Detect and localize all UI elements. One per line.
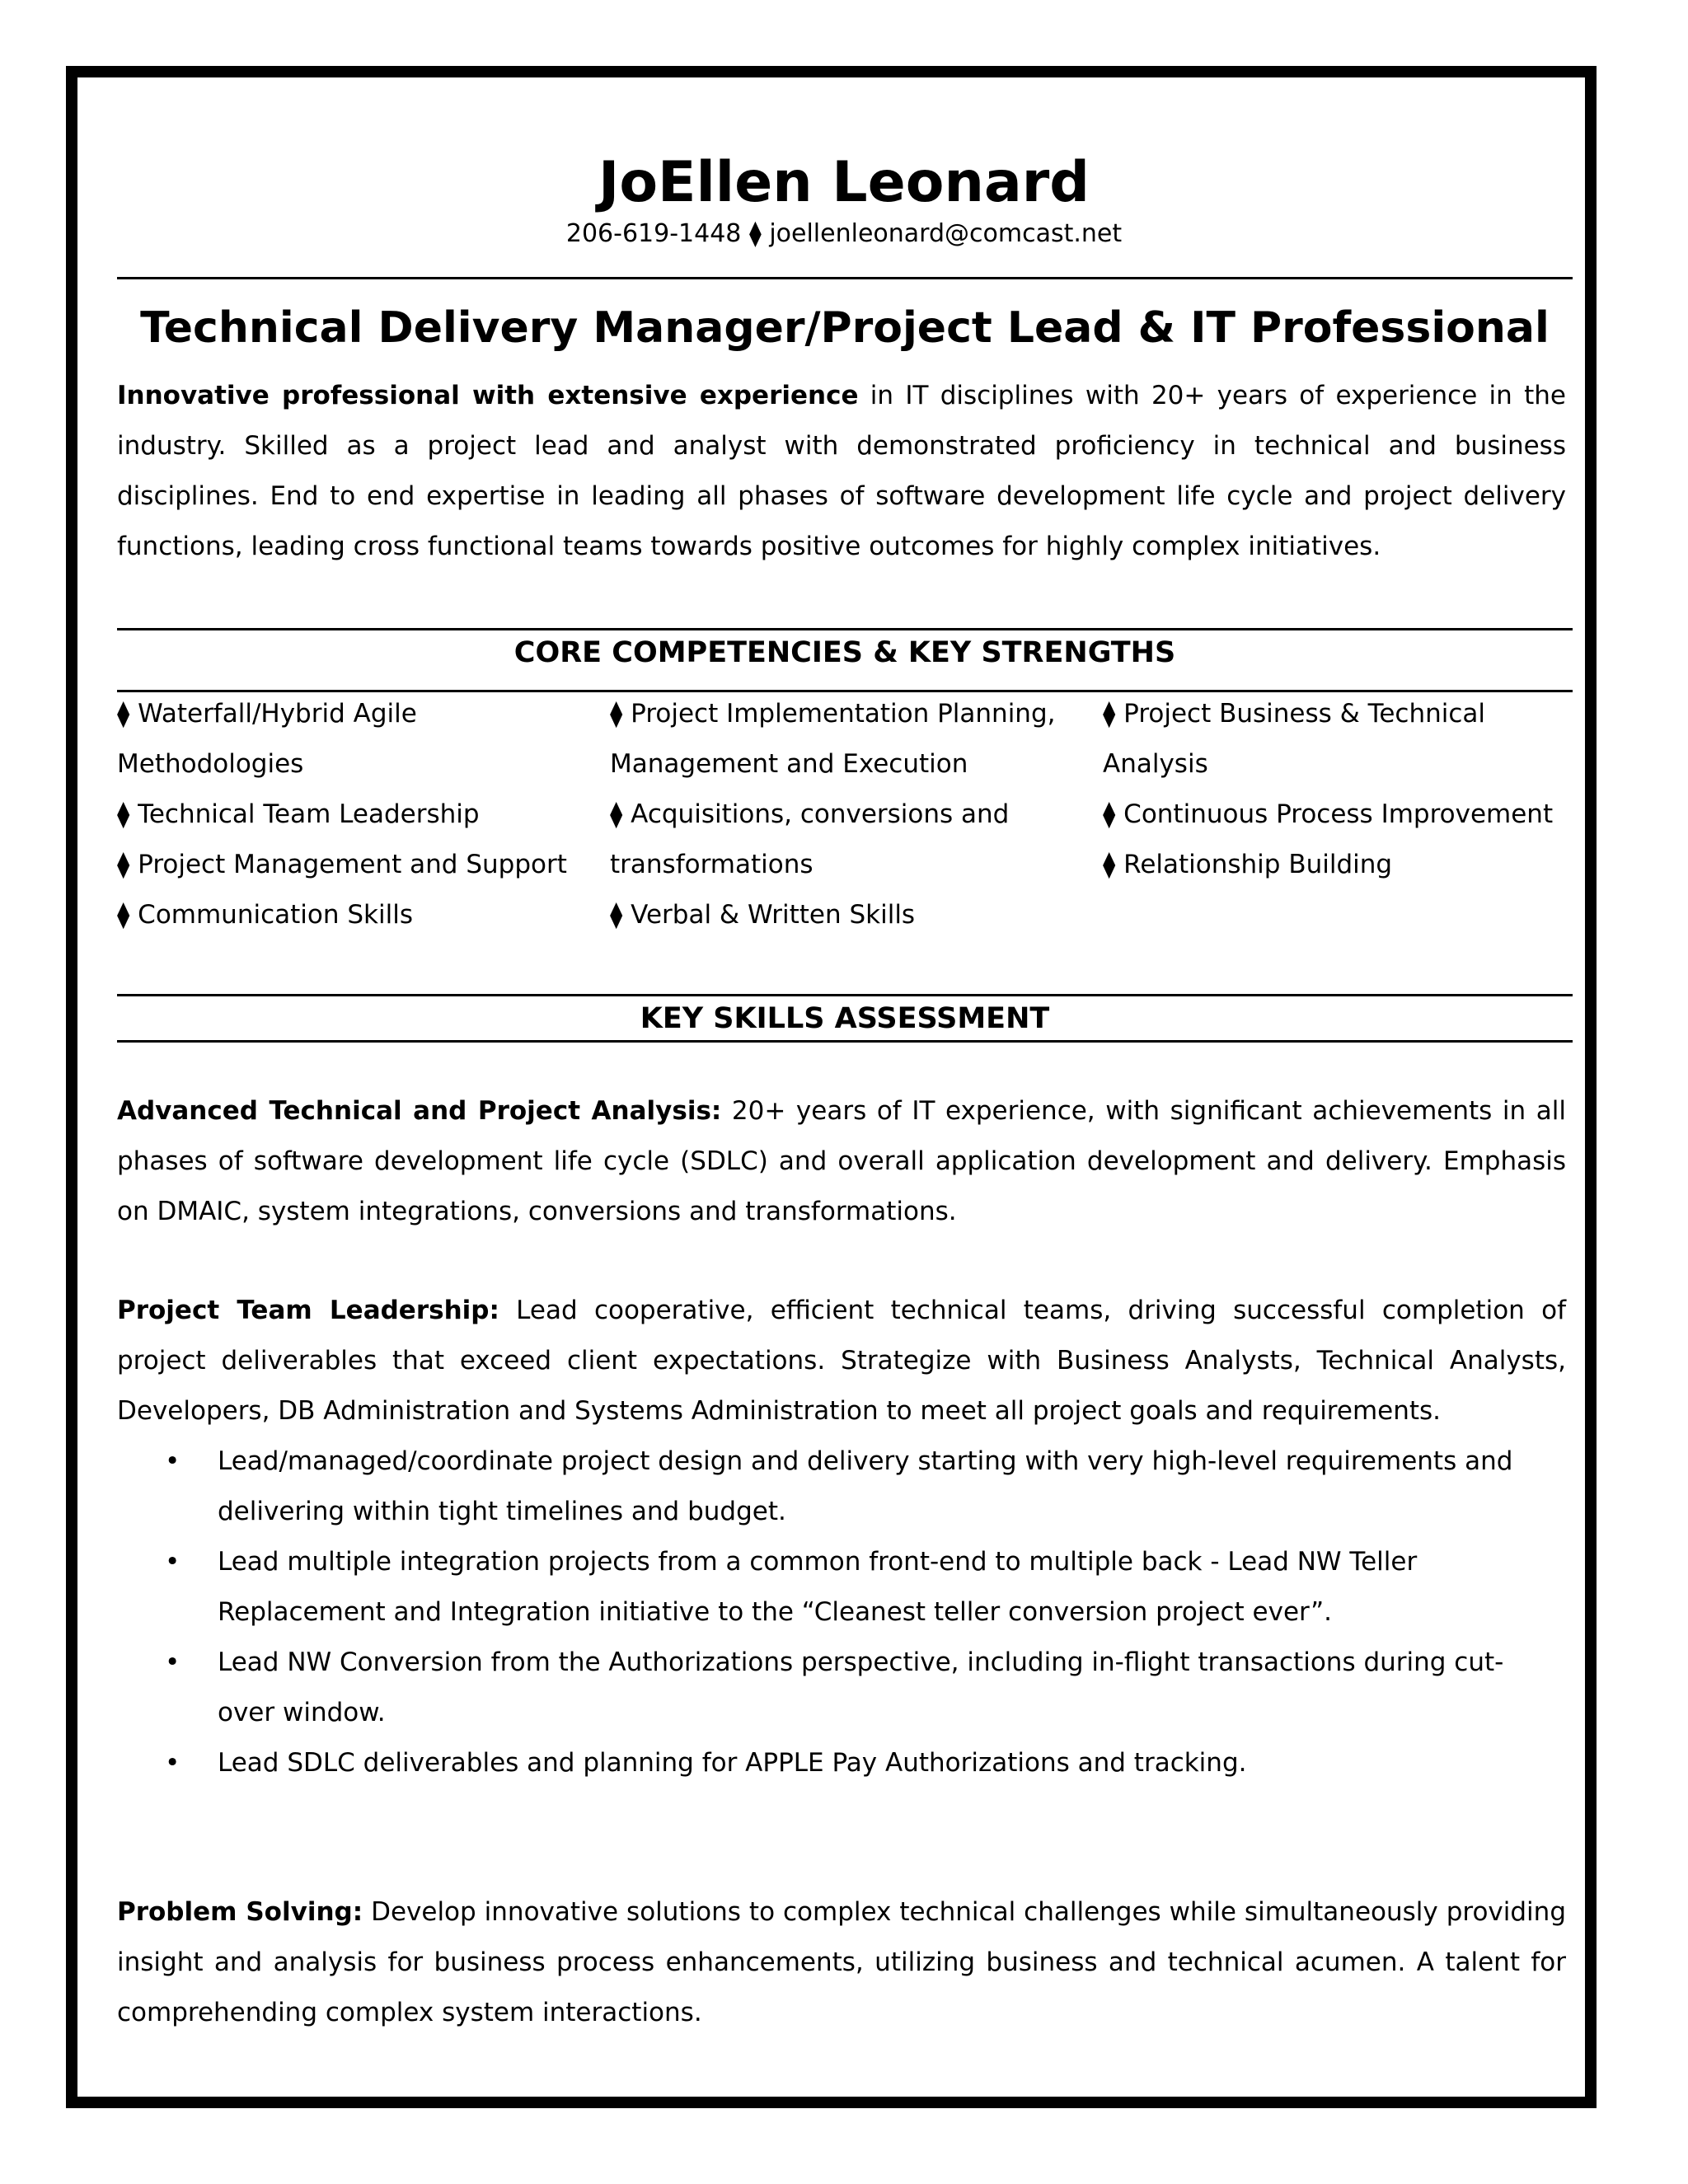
competencies-column-2 (610, 689, 1103, 940)
diamond-separator-icon: ⧫ (748, 219, 762, 248)
summary-paragraph (117, 371, 1566, 572)
skills-leadership-label: Project Team Leadership: (117, 1296, 499, 1325)
skills-problem-section (117, 1887, 1566, 2038)
contact-line (0, 218, 1688, 251)
skills-title: KEY SKILLS ASSESSMENT (640, 1002, 1050, 1035)
bullet-icon: • (165, 1446, 181, 1476)
competency-item: ⧫ Verbal & Written Skills (610, 900, 916, 930)
competency-item: ⧫ Acquisitions, conversions and transformations (610, 799, 1010, 879)
leadership-bullet-list (117, 1436, 1566, 1788)
divider-line (117, 1040, 1573, 1043)
skills-problem-label: Problem Solving: (117, 1897, 363, 1927)
candidate-name: JoEllen Leonard (598, 150, 1090, 215)
competencies-column-1 (117, 689, 610, 940)
professional-headline: Technical Delivery Manager/Project Lead & IT Professional (140, 303, 1550, 353)
competency-item: ⧫ Communication Skills (117, 900, 413, 930)
competency-item: ⧫ Project Implementation Planning, Management and Execution (610, 699, 1056, 779)
divider-line (117, 628, 1573, 630)
competency-item: ⧫ Relationship Building (1103, 850, 1393, 879)
competency-item: ⧫ Project Management and Support (117, 850, 567, 879)
bullet-text: Lead multiple integration projects from a common front-end to multiple back - Lead NW Teller Replacement and Integration initiative to the “Cleanest teller conversion project ever”. (218, 1547, 1418, 1627)
divider-line (117, 994, 1573, 996)
list-item (117, 1738, 1566, 1788)
skills-advanced-label: Advanced Technical and Project Analysis: (117, 1096, 722, 1126)
bullet-icon: • (165, 1547, 181, 1577)
summary-lead: Innovative professional with extensive experience (117, 381, 859, 410)
competencies-title: CORE COMPETENCIES & KEY STRENGTHS (513, 636, 1176, 669)
competency-item: ⧫ Project Business & Technical Analysis (1103, 699, 1486, 779)
competency-item: ⧫ Waterfall/Hybrid Agile Methodologies (117, 699, 417, 779)
competencies-grid (117, 689, 1573, 940)
skills-leadership-text: Lead cooperative, efficient technical teams, driving successful completion of project deliverables that exceed client expectations. Strategize with Business Analysts, Technical Analysts, Developers, DB Administration and Systems Administration to meet all project goals and requirements. (117, 1296, 1566, 1426)
divider-line (117, 277, 1573, 279)
bullet-text: Lead SDLC deliverables and planning for APPLE Pay Authorizations and tracking. (218, 1748, 1247, 1778)
bullet-text: Lead NW Conversion from the Authorizations perspective, including in-flight transactions during cut-over window. (218, 1647, 1504, 1727)
skills-advanced-text: 20+ years of IT experience, with significant achievements in all phases of software development life cycle (SDLC) and overall application development and delivery. Emphasis on DMAIC, system integrations, conversions and transformations. (117, 1096, 1566, 1226)
summary-section (117, 371, 1566, 572)
skills-advanced-paragraph (117, 1086, 1566, 1237)
list-item (117, 1436, 1566, 1537)
skills-problem-text: Develop innovative solutions to complex technical challenges while simultaneously providing insight and analysis for business process enhancements, utilizing business and technical acumen. A talent for comprehending complex system interactions. (117, 1897, 1566, 2027)
competency-item: ⧫ Technical Team Leadership (117, 799, 480, 829)
list-item (117, 1537, 1566, 1638)
competencies-column-3 (1103, 689, 1564, 940)
bullet-icon: • (165, 1647, 181, 1677)
summary-text: in IT disciplines with 20+ years of experience in the industry. Skilled as a project lead and analyst with demonstrated proficiency in technical and business disciplines. End to end expertise in leading all phases of software development life cycle and project delivery functions, leading cross functional teams towards positive outcomes for highly complex initiatives. (117, 381, 1566, 561)
email-address: joellenleonard@comcast.net (769, 219, 1123, 248)
competency-item: ⧫ Continuous Process Improvement (1103, 799, 1554, 829)
list-item (117, 1638, 1566, 1738)
bullet-icon: • (165, 1748, 181, 1778)
skills-leadership-section (117, 1286, 1566, 1788)
bullet-text: Lead/managed/coordinate project design and delivery starting with very high-level requirements and delivering within tight timelines and budget. (218, 1446, 1513, 1526)
skills-advanced-section (117, 1086, 1566, 1237)
phone-number: 206-619-1448 (565, 219, 742, 248)
skills-leadership-paragraph (117, 1286, 1566, 1436)
skills-problem-paragraph (117, 1887, 1566, 2038)
